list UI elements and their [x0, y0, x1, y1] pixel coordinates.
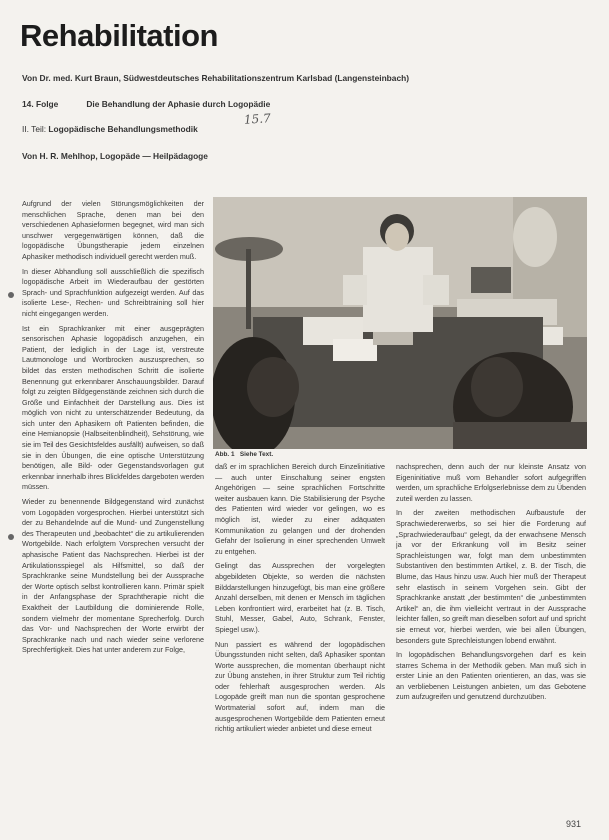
- coauthor-line: Von H. R. Mehlhop, Logopäde — Heilpädagoge: [22, 151, 208, 161]
- punch-hole-mark: [8, 292, 14, 298]
- part-topic: Logopädische Behandlungsmethodik: [48, 124, 198, 134]
- author-line: Von Dr. med. Kurt Braun, Südwestdeutsches Rehabilitationszentrum Karlsbad (Langensteinbach): [22, 73, 410, 83]
- paragraph: In dieser Abhandlung soll ausschließlich die spezifisch logopädische Arbeit im Wiederaufbau der gestörten Sprach- und Sprachfunktion aufgezeigt werden. Auf das isolierte Lese-, Rechen- und Schreibtraining soll hier nicht eingegangen werden.: [22, 266, 204, 318]
- therapy-session-photo: [213, 197, 587, 449]
- paragraph: nachsprechen, denn auch der nur kleinste Ansatz von Eigeninitiative muß vom Behandler sofort aufgegriffen werden, um sprachliche Erfolgserlebnisse dem zu Übenden zuteil werden zu lassen.: [396, 462, 586, 503]
- paragraph: Wieder zu benennende Bildgegenstand wird zunächst vom Logopäden vorgesprochen. Hierbei unterstützt sich der zu Behandelnde auf die Mund- und Zungenstellung des Therapeuten und „beobachtet“ die zu artikulierenden Wortgebilde. Nach erfolgtem Vorsprechen versucht der aphasische Patient das Nachsprechen. Hierbei ist der Artikulationsspiegel als Hilfsmittel, so daß der Sprachkranke seine Mundstellung bei der Aussprache der Worte optisch selbst kontrollieren kann. Primär spielt in der Anfangsphase der Sprachtherapie nicht die Exaktheit der Lautbildung die dominierende Rolle, sondern vielmehr der momentane Sprecherfolg. Durch das Vor- und Nachsprechen der Worte erwirbt der Sprachkranke nach und nach wieder seine verlorene Sprechfertigkeit. Dies hat unter anderem zur Folge,: [22, 497, 204, 655]
- series-line: [22, 99, 270, 109]
- paragraph: In logopädischen Behandlungsvorgehen darf es kein starres Schema in der Methodik geben. Man muß sich in erster Linie an den Patienten orientieren, an das, was sie an verbliebenen Leistungen anbieten, um das Gebotene zum aufzugreifen und genutzend durchzuüben.: [396, 650, 586, 702]
- text-column-1: [22, 199, 204, 831]
- paragraph: In der zweiten methodischen Aufbaustufe der Sprachwiedererwerbs, so sei hier die Forderung auf „Sprachwiederaufbau“ gelegt, da der erwachsene Mensch ja vor der Erkrankung voll im Besitz seiner Sprachleistungen war, folgt man dem unbestimmten Substantiven den bestimmten Artikel, z. B. der Tisch, die Blume, das Haus hinzu usw. Auch hier muß der Therapeut sehr elastisch in seinem Vorgehen sein. Gibt der Sprachkranke anstatt „der bestimmten“ die „unbestimmten Artikel“ an, die ihm vielleicht vertraut in der Aussprache leichter fallen, so greift man dieselben sofort auf und spricht sie erneut vor, hierbei werden, wie bei allen Übungen, besonders gute Sprechleistungen lobend erwähnt.: [396, 508, 586, 645]
- text-column-3: [396, 462, 586, 832]
- series-topic: Die Behandlung der Aphasie durch Logopädie: [86, 99, 271, 109]
- caption-text: Siehe Text.: [239, 451, 274, 458]
- paragraph: Nun passiert es während der logopädischen Übungsstunden nicht selten, daß Aphasiker spontan Worte aussprechen, die momentan überhaupt nicht zur Übung anstehen, in ihrer Struktur zum Teil richtig oder fehlerhaft ausgesprochen werden. Als Logopäde greift man nun die spontan gesprochene Wortmaterial sofort auf, indem man die ausgesprochenen Wortgebilde dem Patienten erneut richtig artikuliert wieder anbietet und diese erneut: [215, 639, 385, 734]
- paragraph: Aufgrund der vielen Störungsmöglichkeiten der menschlichen Sprache, denen man bei den verschiedenen Aphasieformen begegnet, wird man sich unschwer vergegenwärtigen können, daß die logopädische Übungstherapie jedem einzelnen Aphasiker methodisch individuell gerecht werden muß.: [22, 199, 204, 261]
- paragraph: Ist ein Sprachkranker mit einer ausgeprägten sensorischen Aphasie logopädisch anzugehen, ein Patient, der lediglich in der Lage ist, verstreute Lautmonologe und Wortbrocken auszusprechen, so bildet das ersten methodischen Schritt die isolierte Benennung gut erkennbarer Anschauungsbilder. Darauf folgt zu zeigten Bildgegenstände zeichnen sich durch die Größe und Einfachheit der Darstellung aus. Dies ist möglich von nicht zu unterschätzender Bedeutung, da sich unter den Aphasikern oft Patienten befinden, die eine Hemianopsie (Halbseitenblindheit), Sehstörung, wie sie im Teil des Gesichtsfeldes ausfällt) aufweisen, so daß sie in den Übungen, die eine optische Unterstützung benötigen, alle Bild- oder Gegenstandsvorlagen gut erkennbar innerhalb ihres Blickfeldes dargeboten werden müssen.: [22, 323, 204, 492]
- text-column-2: [215, 462, 385, 832]
- punch-hole-mark: [8, 534, 14, 540]
- series-number: 14. Folge: [22, 99, 59, 109]
- handwritten-note: 15.7: [243, 111, 272, 127]
- article-title: Rehabilitation: [20, 18, 218, 53]
- part-label: II. Teil:: [22, 124, 47, 134]
- paragraph: daß er im sprachlichen Bereich durch Einzelinitiative — auch unter Einschaltung seiner engsten Angehörigen — seine sprachlichen Fortschritte weiter ausbauen kann. Die Stabilisierung der Psyche des Patienten wird wieder vor gelingen, wo es möglich ist, wieder zu einer adäquaten Kommunikation zu gelangen und der drohenden Gefahr der Isolierung in einer sprechenden Umwelt zu entgehen.: [215, 462, 385, 556]
- caption-label: Abb. 1: [215, 451, 235, 458]
- page-number: 931: [566, 819, 582, 829]
- part-line: [22, 124, 198, 134]
- figure-caption: [215, 451, 273, 458]
- photo-illustration: [213, 197, 587, 449]
- paragraph: Gelingt das Aussprechen der vorgelegten abgebildeten Objekte, so werden die nächsten Bilddarstellungen hinzugefügt, bis man eine größere Anzahl derselben, mit denen er Mensch im täglichen Leben konfrontiert wird, erarbeitet hat (z. B. Tisch, Stuhl, Messer, Gabel, Auto, Schrank, Fenster, Spiegel usw.).: [215, 561, 385, 634]
